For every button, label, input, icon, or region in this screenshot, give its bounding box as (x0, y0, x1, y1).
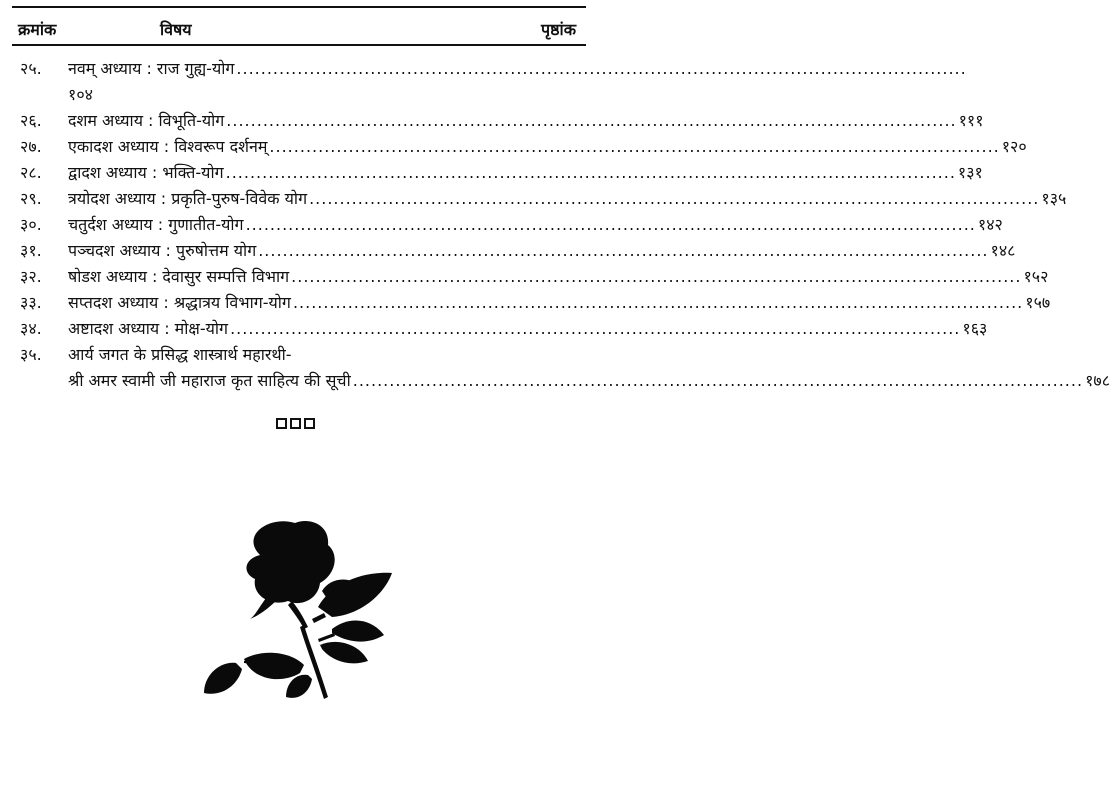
entry-title-line (68, 212, 1003, 238)
entry-number: ३५. (20, 345, 42, 364)
ornament-square (276, 418, 287, 429)
entry-title: त्रयोदश अध्याय : प्रकृति-पुरुष-विवेक योग (68, 189, 308, 208)
page-column-header: पृष्ठांक (541, 20, 576, 39)
dot-leader: ........................................................................................................................ (236, 59, 967, 78)
entry-title-line (68, 160, 983, 186)
dot-leader: ........................................................................................................................ (225, 163, 956, 182)
header-rule (12, 44, 586, 46)
entry-title-line (68, 316, 988, 342)
toc-entry (12, 134, 1027, 160)
dot-leader: ........................................................................................................................ (309, 189, 1040, 208)
entry-title-line (68, 290, 1051, 316)
entry-title: आर्य जगत के प्रसिद्ध शास्त्रार्थ महारथी- (68, 345, 292, 364)
section-end-ornament (276, 418, 315, 429)
toc-list (12, 56, 1110, 394)
entry-page: १५२ (1023, 267, 1049, 286)
entry-page: १३१ (957, 163, 983, 182)
toc-entry (12, 238, 1016, 264)
entry-title-line (68, 56, 967, 82)
entry-title: सप्तदश अध्याय : श्रद्धात्रय विभाग-योग (68, 293, 291, 312)
dot-leader: ........................................................................................................................ (291, 267, 1022, 286)
ornament-square (290, 418, 301, 429)
entry-title-line (68, 134, 1027, 160)
toc-entry (12, 212, 1003, 238)
entry-page: १४२ (977, 215, 1003, 234)
entry-page: १५७ (1025, 293, 1051, 312)
entry-page: १२० (1001, 137, 1027, 156)
toc-entry (12, 56, 967, 108)
dot-leader: ........................................................................................................................ (226, 111, 957, 130)
entry-title: एकादश अध्याय : विश्वरूप दर्शनम् (68, 137, 268, 156)
entry-number: ३४. (20, 319, 42, 338)
entry-title-line (68, 186, 1067, 212)
toc-entry (12, 342, 1110, 394)
entry-number: ३३. (20, 293, 42, 312)
entry-title-line (68, 238, 1016, 264)
entry-title-line (68, 264, 1049, 290)
ornament-square (304, 418, 315, 429)
entry-number: २८. (20, 163, 42, 182)
serial-column-header: क्रमांक (18, 20, 57, 39)
entry-page: १३५ (1041, 189, 1067, 208)
entry-page: १६३ (962, 319, 988, 338)
subject-column-header: विषय (160, 20, 192, 39)
entry-title-line (68, 342, 588, 368)
toc-entry (12, 264, 1049, 290)
entry-title-line-2 (68, 368, 1110, 394)
entry-number: ३१. (20, 241, 42, 260)
toc-entry (12, 316, 988, 342)
toc-entry (12, 108, 984, 134)
entry-title: दशम अध्याय : विभूति-योग (68, 111, 225, 130)
entry-title-line (68, 108, 984, 134)
entry-number: २७. (20, 137, 42, 156)
entry-page: १४८ (990, 241, 1016, 260)
dot-leader: ........................................................................................................................ (230, 319, 961, 338)
entry-number: ३०. (20, 215, 42, 234)
dot-leader: ........................................................................................................................ (269, 137, 1000, 156)
dot-leader: ........................................................................................................................ (258, 241, 989, 260)
entry-title: पञ्चदश अध्याय : पुरुषोत्तम योग (68, 241, 257, 260)
toc-entry (12, 160, 983, 186)
dot-leader: ........................................................................................................................ (292, 293, 1024, 312)
entry-title: अष्टादश अध्याय : मोक्ष-योग (68, 319, 229, 338)
entry-page: १११ (958, 111, 984, 130)
dot-leader: ........................................................................................................................ (245, 215, 976, 234)
entry-title: द्वादश अध्याय : भक्ति-योग (68, 163, 224, 182)
rose-silhouette-illustration (200, 515, 440, 715)
entry-title-continued: श्री अमर स्वामी जी महाराज कृत साहित्य की सूची (68, 371, 351, 390)
entry-number: ३२. (20, 267, 42, 286)
entry-number: २९. (20, 189, 42, 208)
top-rule (12, 6, 586, 8)
entry-page: १७८ (1085, 371, 1110, 390)
entry-number: २५. (20, 59, 42, 78)
toc-entry (12, 186, 1067, 212)
entry-title: नवम् अध्याय : राज गुह्य-योग (68, 59, 235, 78)
toc-entry (12, 290, 1051, 316)
entry-title: षोडश अध्याय : देवासुर सम्पत्ति विभाग (68, 267, 290, 286)
entry-page: १०४ (68, 85, 93, 104)
entry-number: २६. (20, 111, 42, 130)
dot-leader: ........................................................................................................................ (352, 371, 1084, 390)
entry-title: चतुर्दश अध्याय : गुणातीत-योग (68, 215, 244, 234)
toc-header (12, 14, 586, 44)
